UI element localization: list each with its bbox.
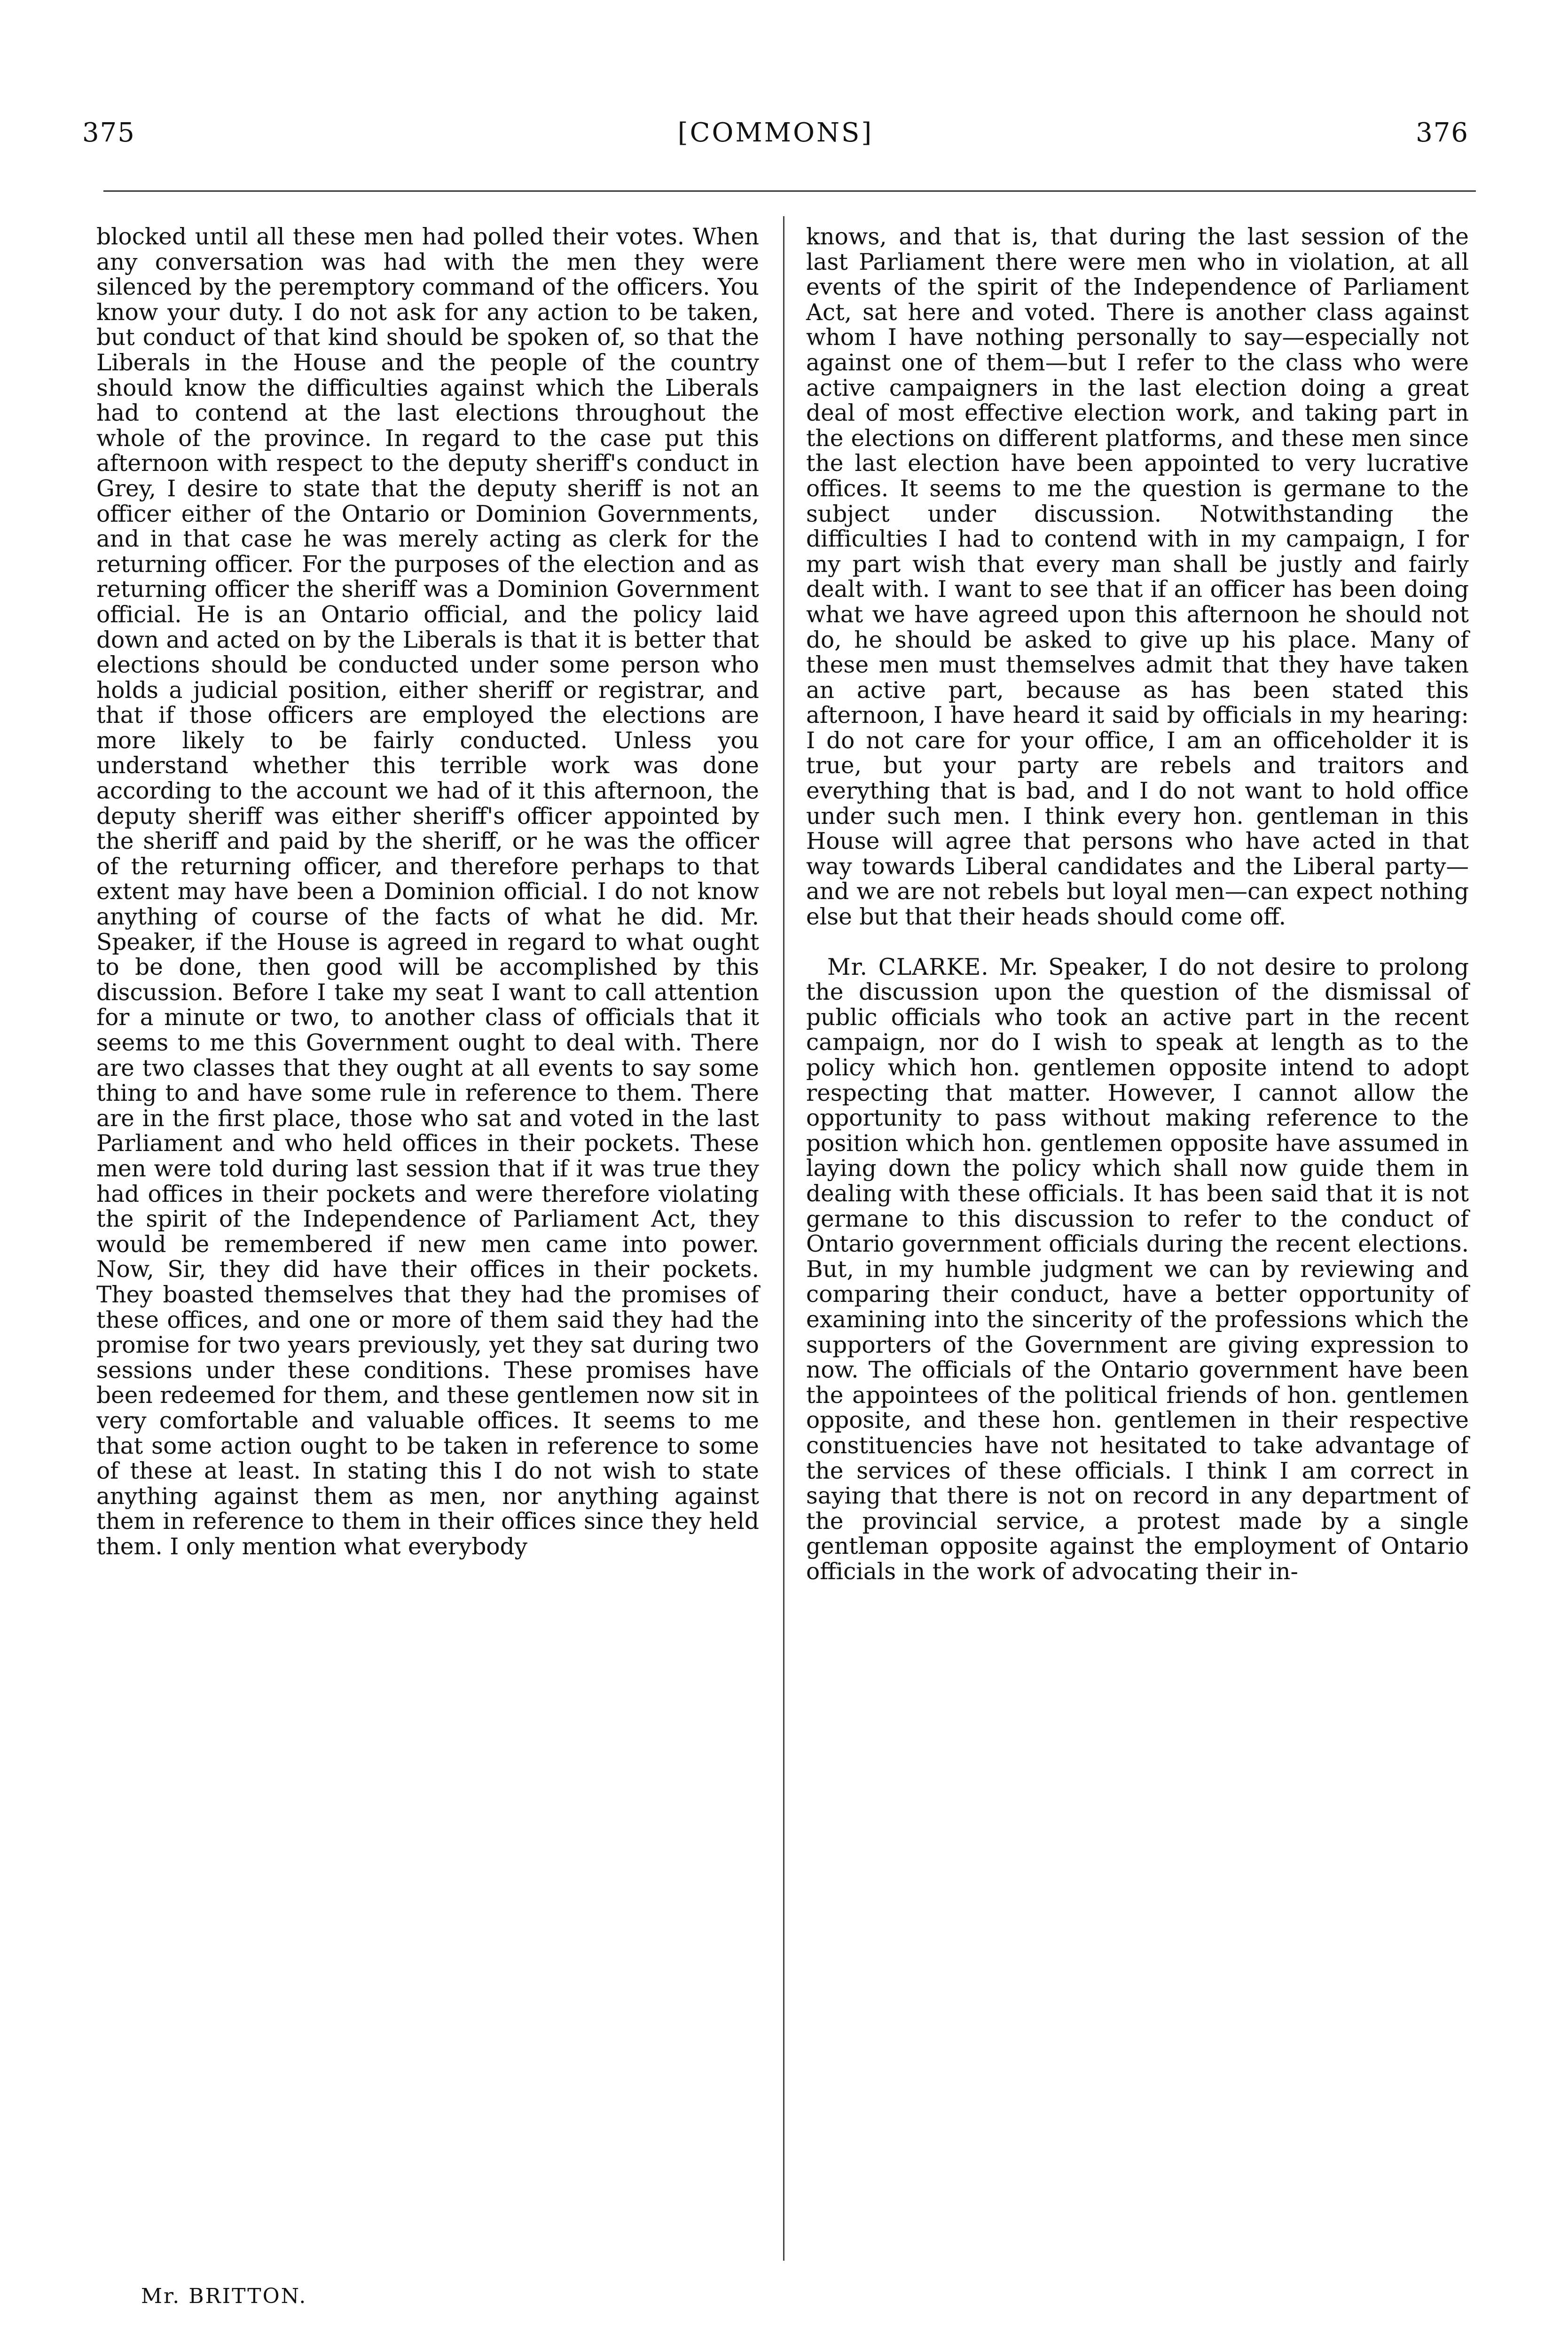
header-rule: [103, 190, 1476, 192]
speaker-name: Mr. CLARKE.: [827, 954, 989, 980]
right-column-paragraph-2: [806, 955, 1469, 1585]
left-page-number: 375: [82, 118, 135, 148]
right-column-paragraph-1: knows, and that is, that during the last session of the last Parliament there were men who in violation, at all events of the spirit of the Independence of Parliament Act, sat here and voted. There is another class against whom I have nothing personally to say—especially not against one of them—but I refer to the class who were active campaigners in the last election doing a great deal of most effective election work, and taking part in the elections on different platforms, and these men since the last election have been appointed to very lucrative offices. It seems to me the question is germane to the subject under discussion. Notwithstanding the difficulties I had to contend with in my campaign, I for my part wish that every man shall be justly and fairly dealt with. I want to see that if an officer has been doing what we have agreed upon this afternoon he should not do, he should be asked to give up his place. Many of these men must themselves admit that they have taken an active part, because as has been stated this afternoon, I have heard it said by officials in my hearing: I do not care for your office, I am an officeholder it is true, but your party are rebels and traitors and everything that is bad, and I do not want to hold office under such men. I think every hon. gentleman in this House will agree that persons who have acted in that way towards Liberal candidates and the Liberal party—and we are not rebels but loyal men—can expect nothing else but that their heads should come off.: [806, 224, 1469, 931]
column-divider: [783, 216, 784, 2261]
right-column: [806, 225, 1469, 1584]
footer-speaker: Mr. BRITTON.: [141, 2284, 307, 2308]
left-column-text: blocked until all these men had polled their votes. When any conversation was had with the men they were silenced by the peremptory command of the officers. You know your duty. I do not ask for any action to be taken, but conduct of that kind should be spoken of, so that the Liberals in the House and the people of the country should know the difficulties against which the Liberals had to contend at the last elections throughout the whole of the province. In regard to the case put this afternoon with respect to the deputy sheriff's conduct in Grey, I desire to state that the deputy sheriff is not an officer either of the Ontario or Dominion Governments, and in that case he was merely acting as clerk for the returning officer. For the purposes of the election and as returning officer the sheriff was a Dominion Government official. He is an Ontario official, and the policy laid down and acted on by the Liberals is that it is better that elections should be conducted under some person who holds a judicial position, either sheriff or registrar, and that if those officers are employed the elections are more likely to be fairly conducted. Unless you understand whether this terrible work was done according to the account we had of it this afternoon, the deputy sheriff was either sheriff's officer appointed by the sheriff and paid by the sheriff, or he was the officer of the returning officer, and therefore perhaps to that extent may have been a Dominion official. I do not know anything of course of the facts of what he did. Mr. Speaker, if the House is agreed in regard to what ought to be done, then good will be accomplished by this discussion. Before I take my seat I want to call attention for a minute or two, to another class of officials that it seems to me this Government ought to deal with. There are two classes that they ought at all events to say some thing to and have some rule in reference to them. There are in the first place, those who sat and voted in the last Parliament and who held offices in their pockets. These men were told during last session that if it was true they had offices in their pockets and were therefore violating the spirit of the Independence of Parliament Act, they would be remembered if new men came into power. Now, Sir, they did have their offices in their pockets. They boasted themselves that they had the promises of these offices, and one or more of them said they had the promise for two years previously, yet they sat during two sessions under these conditions. These promises have been redeemed for them, and these gentlemen now sit in very comfortable and valuable offices. It seems to me that some action ought to be taken in reference to some of these at least. In stating this I do not wish to state anything against them as men, nor anything against them in reference to them in their offices since they held them. I only mention what everybody: [96, 224, 759, 1560]
right-column-paragraph-2-text: Mr. Speaker, I do not desire to prolong the discussion upon the question of the dismissal of public officials who took an active part in the recent campaign, nor do I wish to speak at length as to the policy which hon. gentlemen opposite intend to adopt respecting that matter. However, I cannot allow the opportunity to pass without making reference to the position which hon. gentlemen opposite have assumed in laying down the policy which shall now guide them in dealing with these officials. It has been said that it is not germane to this discussion to refer to the conduct of Ontario government officials during the recent elections. But, in my humble judgment we can by reviewing and comparing their conduct, have a better opportunity of examining into the sincerity of the professions which the supporters of the Government are giving expression to now. The officials of the Ontario government have been the appointees of the political friends of hon. gentlemen opposite, and these hon. gentlemen in their respective constituencies have not hesitated to take advantage of the services of these officials. I think I am correct in saying that there is not on record in any department of the provincial service, a protest made by a single gentleman opposite against the employment of Ontario officials in the work of advocating their in-: [806, 954, 1469, 1585]
left-column: [96, 225, 759, 1559]
right-page-number: 376: [1416, 118, 1469, 148]
page-title: [COMMONS]: [677, 118, 874, 148]
page-header: [82, 118, 1469, 160]
